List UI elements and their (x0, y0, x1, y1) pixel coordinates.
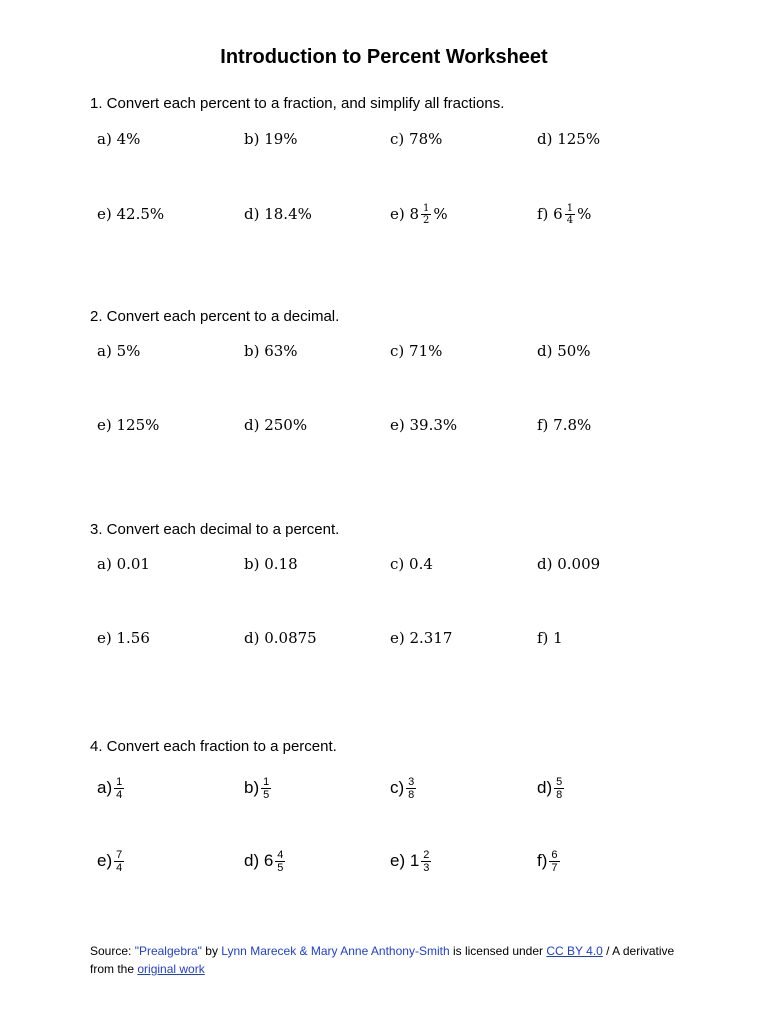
q3-instruction: 3. Convert each decimal to a percent. (90, 521, 340, 538)
q4-item-f (244, 846, 287, 876)
fraction-numerator: 6 (551, 848, 558, 861)
source-label: Source: (90, 944, 135, 958)
q4-item-e (97, 846, 126, 876)
fraction-numerator: 1 (263, 775, 270, 788)
fraction-numerator: 2 (423, 848, 430, 861)
q4-row-1 (97, 773, 717, 803)
q3-item-a: a) 0.01 (97, 555, 150, 573)
item-label: e) (97, 851, 113, 870)
derivative-text: / A derivative from the (90, 944, 675, 976)
q4-item-h (537, 846, 562, 876)
q4-item-g (390, 846, 433, 876)
q3-item-c: c) 0.4 (390, 555, 433, 573)
percent-sign: % (433, 205, 448, 223)
q2-item-b: b) 63% (244, 342, 298, 360)
q3-item-g: e) 2.317 (390, 629, 453, 647)
fraction-numerator: 1 (423, 202, 430, 214)
q1-item-f: d) 18.4% (244, 205, 312, 223)
fraction (114, 849, 124, 874)
q2-item-e: e) 125% (97, 416, 160, 434)
fraction-denominator: 8 (408, 788, 415, 801)
fraction-denominator: 7 (551, 861, 558, 874)
fraction (261, 776, 271, 801)
fraction-numerator: 5 (556, 775, 563, 788)
q4-item-d (537, 773, 566, 803)
q3-row-2 (97, 623, 717, 653)
fraction (549, 849, 559, 874)
percent-sign: % (577, 205, 592, 223)
q1-row-1 (97, 124, 717, 154)
q1-item-e: e) 42.5% (97, 205, 165, 223)
q1-item-h-fraction (565, 203, 575, 226)
q1-item-c: c) 78% (390, 130, 443, 148)
q1-item-a: a) 4% (97, 130, 141, 148)
item-label: a) (97, 778, 113, 797)
q2-item-c: c) 71% (390, 342, 443, 360)
q2-item-d: d) 50% (537, 342, 591, 360)
q1-item-g-whole: e) 8 (390, 205, 420, 223)
fraction (554, 776, 564, 801)
q2-row-1 (97, 336, 717, 366)
q1-item-d: d) 125% (537, 130, 601, 148)
fraction-numerator: 4 (277, 848, 284, 861)
fraction-numerator: 1 (116, 775, 123, 788)
q1-item-h-whole: f) 6 (537, 205, 563, 223)
authors-link[interactable]: Lynn Marecek & Mary Anne Anthony-Smith (221, 944, 450, 958)
fraction-denominator: 4 (116, 788, 123, 801)
q4-item-b (244, 773, 273, 803)
fraction-denominator: 4 (566, 214, 574, 226)
item-label: d) (537, 778, 553, 797)
q1-item-g-fraction (421, 203, 431, 226)
q2-item-f: d) 250% (244, 416, 308, 434)
fraction (421, 849, 431, 874)
item-label: b) (244, 778, 260, 797)
item-label: e) 1 (390, 851, 420, 870)
fraction-numerator: 7 (116, 848, 123, 861)
by-text: by (201, 944, 222, 958)
q1-item-g (390, 199, 448, 229)
q3-item-f: d) 0.0875 (244, 629, 317, 647)
q2-item-h: f) 7.8% (537, 416, 592, 434)
q1-item-h (537, 199, 591, 229)
worksheet-title: Introduction to Percent Worksheet (220, 46, 548, 68)
fraction (114, 776, 124, 801)
fraction-denominator: 5 (263, 788, 270, 801)
fraction-denominator: 5 (277, 861, 284, 874)
fraction (275, 849, 285, 874)
q1-row-2 (97, 199, 717, 229)
fraction-denominator: 3 (423, 861, 430, 874)
q4-row-2 (97, 846, 717, 876)
fraction-denominator: 8 (556, 788, 563, 801)
q4-item-c (390, 773, 418, 803)
q2-instruction: 2. Convert each percent to a decimal. (90, 308, 340, 325)
fraction-numerator: 3 (408, 775, 415, 788)
q4-instruction: 4. Convert each fraction to a percent. (90, 738, 337, 755)
license-link[interactable]: CC BY 4.0 (546, 944, 603, 958)
q3-item-d: d) 0.009 (537, 555, 601, 573)
q3-item-e: e) 1.56 (97, 629, 150, 647)
fraction-denominator: 2 (423, 214, 430, 226)
item-label: d) 6 (244, 851, 274, 870)
book-title-link[interactable]: "Prealgebra" (134, 944, 202, 958)
q2-row-2 (97, 410, 717, 440)
fraction (406, 776, 416, 801)
fraction-denominator: 4 (116, 861, 123, 874)
q1-item-b: b) 19% (244, 130, 298, 148)
licensed-text: is licensed under (449, 944, 547, 958)
fraction-numerator: 1 (566, 202, 574, 214)
original-work-link[interactable]: original work (137, 962, 205, 976)
q2-item-a: a) 5% (97, 342, 141, 360)
q2-item-g: e) 39.3% (390, 416, 458, 434)
q3-item-h: f) 1 (537, 629, 563, 647)
q1-instruction: 1. Convert each percent to a fraction, and simplify all fractions. (90, 95, 505, 112)
q3-item-b: b) 0.18 (244, 555, 298, 573)
source-attribution (90, 942, 690, 978)
q3-row-1 (97, 549, 717, 579)
item-label: c) (390, 778, 405, 797)
q4-item-a (97, 773, 126, 803)
item-label: f) (537, 851, 548, 870)
